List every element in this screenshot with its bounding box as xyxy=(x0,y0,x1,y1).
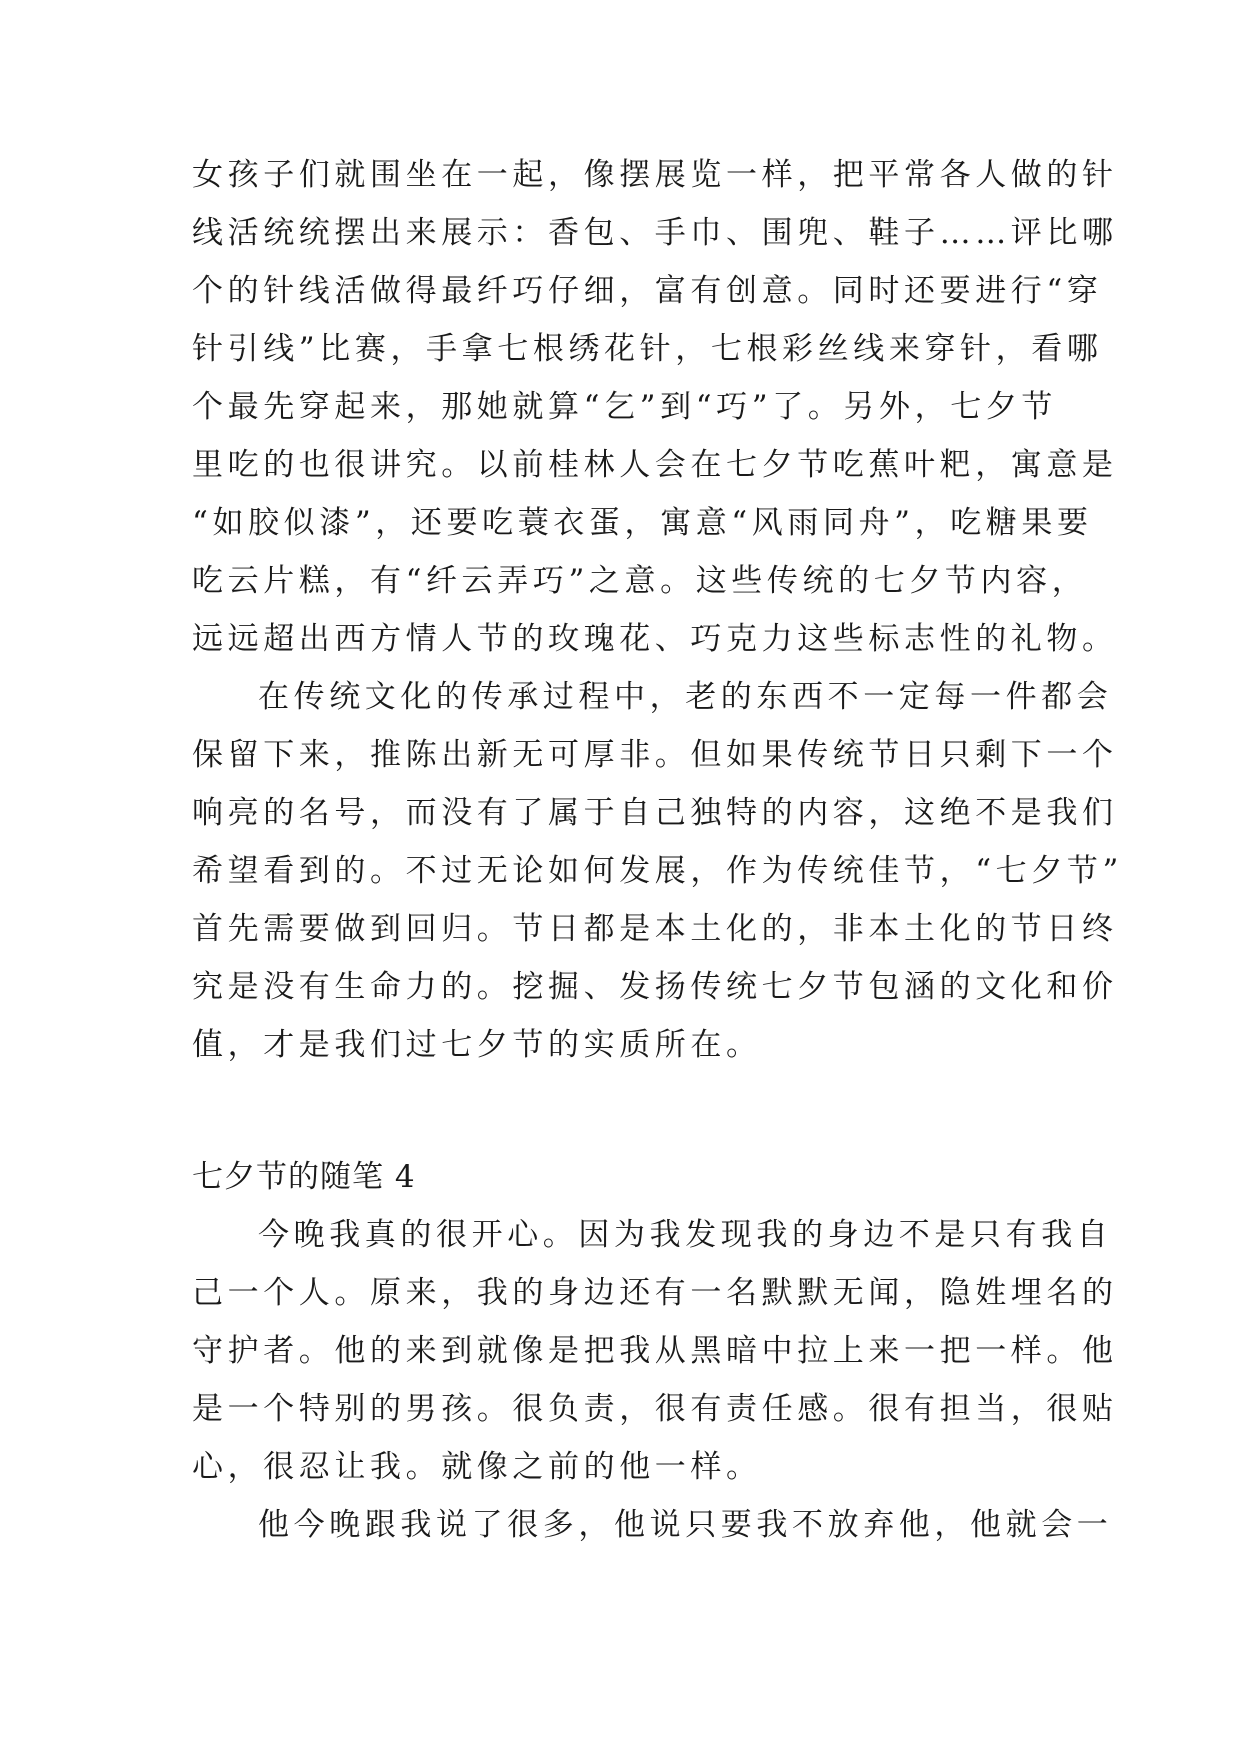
text-line: 他今晚跟我说了很多，他说只要我不放弃他，他就会一 xyxy=(258,1507,1113,1543)
text-line: 守护者。他的来到就像是把我从黑暗中拉上来一把一样。他 xyxy=(192,1333,1118,1369)
section-spacer xyxy=(192,1074,1052,1148)
paragraph-heritage xyxy=(192,668,1123,1074)
text-line: 是一个特别的男孩。很负责，很有责任感。很有担当，很贴 xyxy=(192,1391,1118,1427)
section-heading: 七夕节的随笔 4 xyxy=(192,1159,416,1195)
text-line: 女孩子们就围坐在一起，像摆展览一样，把平常各人做的针 xyxy=(192,157,1118,193)
text-line: 远远超出西方情人节的玫瑰花、巧克力这些标志性的礼物。 xyxy=(192,621,1118,657)
text-line: “如胶似漆”，还要吃蓑衣蛋，寓意“风雨同舟”，吃糖果要 xyxy=(192,505,1093,541)
text-line: 响亮的名号，而没有了属于自己独特的内容，这绝不是我们 xyxy=(192,795,1118,831)
text-line: 个最先穿起来，那她就算“乞”到“巧”了。另外，七夕节 xyxy=(192,389,1057,425)
document-page xyxy=(192,146,1123,1554)
paragraph-promise xyxy=(192,1496,1113,1554)
text-line: 个的针线活做得最纤巧仔细，富有创意。同时还要进行“穿 xyxy=(192,273,1103,309)
text-line: 究是没有生命力的。挖掘、发扬传统七夕节包涵的文化和价 xyxy=(192,969,1118,1005)
text-line: 值，才是我们过七夕节的实质所在。 xyxy=(192,1027,762,1063)
text-line: 吃云片糕，有“纤云弄巧”之意。这些传统的七夕节内容， xyxy=(192,563,1088,599)
text-line: 今晚我真的很开心。因为我发现我的身边不是只有我自 xyxy=(258,1217,1113,1253)
text-line: 己一个人。原来，我的身边还有一名默默无闻，隐姓埋名的 xyxy=(192,1275,1118,1311)
text-line: 针引线”比赛，手拿七根绣花针，七根彩丝线来穿针，看哪 xyxy=(192,331,1103,367)
text-line: 保留下来，推陈出新无可厚非。但如果传统节日只剩下一个 xyxy=(192,737,1118,773)
text-line: 在传统文化的传承过程中，老的东西不一定每一件都会 xyxy=(258,679,1113,715)
paragraph-traditions xyxy=(192,146,1118,668)
text-line: 心，很忍让我。就像之前的他一样。 xyxy=(192,1449,762,1485)
text-line: 线活统统摆出来展示：香包、手巾、围兜、鞋子……评比哪 xyxy=(192,215,1118,251)
paragraph-tonight xyxy=(192,1206,1118,1496)
text-line: 里吃的也很讲究。以前桂林人会在七夕节吃蕉叶粑，寓意是 xyxy=(192,447,1118,483)
text-line: 希望看到的。不过无论如何发展，作为传统佳节，“七夕节” xyxy=(192,853,1123,889)
text-line: 首先需要做到回归。节日都是本土化的，非本土化的节日终 xyxy=(192,911,1118,947)
